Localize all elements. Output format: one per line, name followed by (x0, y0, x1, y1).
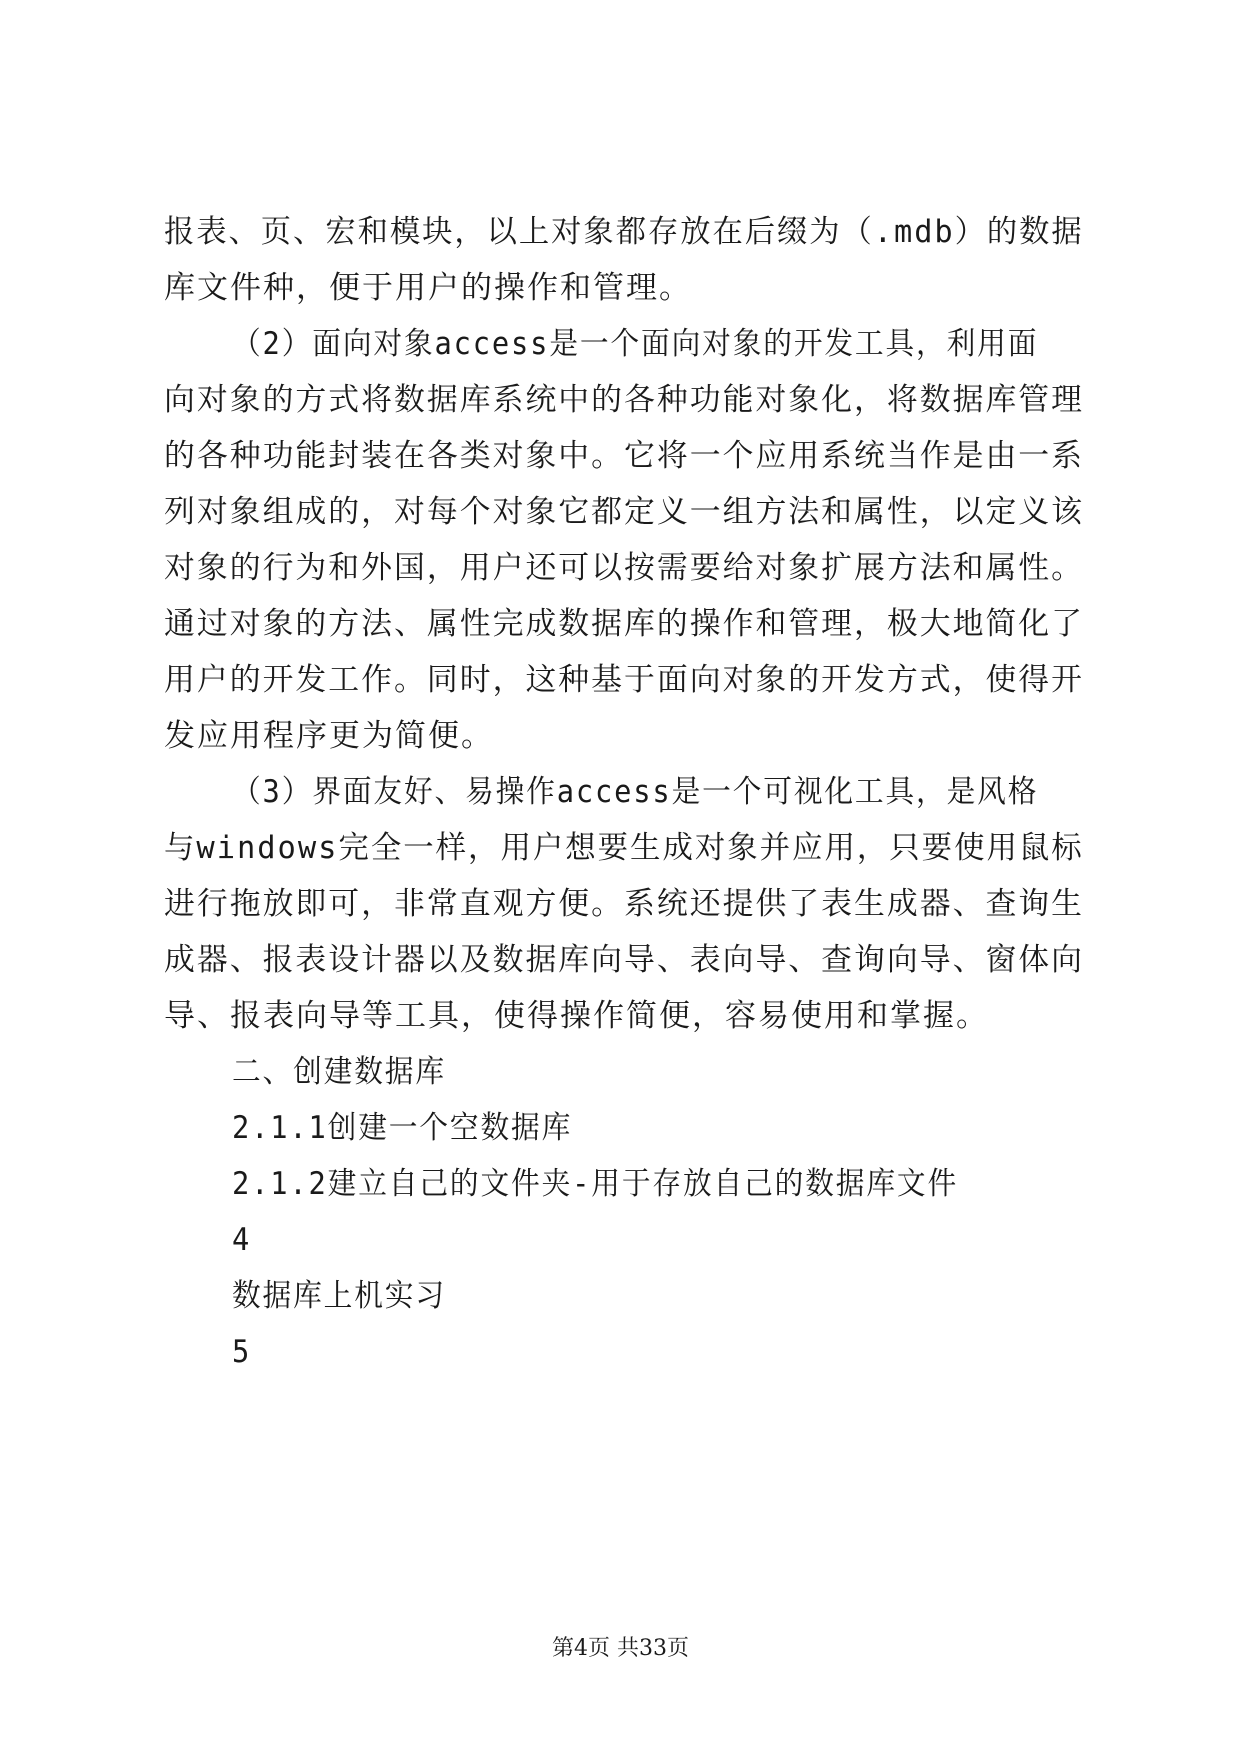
text-line: 数据库上机实习 (232, 1278, 446, 1314)
text-line: 报表、页、宏和模块，以上对象都存放在后缀为（.mdb）的数据 (164, 214, 1084, 250)
text-line: 与windows完全一样，用户想要生成对象并应用，只要使用鼠标 (164, 830, 1084, 866)
text-line: 用户的开发工作。同时，这种基于面向对象的开发方式，使得开 (164, 662, 1085, 698)
text-line: 4 (232, 1222, 252, 1258)
text-line: （3）界面友好、易操作access是一个可视化工具，是风格 (232, 774, 1039, 810)
page-number: 第4页 共33页 (552, 1636, 689, 1661)
text-line: 向对象的方式将数据库系统中的各种功能对象化，将数据库管理 (164, 382, 1085, 418)
text-line: 发应用程序更为简便。 (164, 718, 494, 754)
text-line: 对象的行为和外国，用户还可以按需要给对象扩展方法和属性。 (164, 550, 1085, 586)
subsection-heading: 2.1.1创建一个空数据库 (232, 1110, 573, 1146)
text-line: （2）面向对象access是一个面向对象的开发工具，利用面 (232, 326, 1039, 362)
text-line: 列对象组成的，对每个对象它都定义一组方法和属性，以定义该 (164, 494, 1085, 530)
text-line: 5 (232, 1334, 252, 1370)
text-line: 成器、报表设计器以及数据库向导、表向导、查询向导、窗体向 (164, 942, 1085, 978)
subsection-heading: 2.1.2建立自己的文件夹-用于存放自己的数据库文件 (232, 1166, 959, 1202)
text-line: 通过对象的方法、属性完成数据库的操作和管理，极大地简化了 (164, 606, 1085, 642)
text-line: 进行拖放即可，非常直观方便。系统还提供了表生成器、查询生 (164, 886, 1085, 922)
text-line: 库文件种，便于用户的操作和管理。 (164, 270, 692, 306)
text-line: 导、报表向导等工具，使得操作简便，容易使用和掌握。 (164, 998, 989, 1034)
text-line: 的各种功能封装在各类对象中。它将一个应用系统当作是由一系 (164, 438, 1085, 474)
section-heading: 二、创建数据库 (232, 1054, 446, 1090)
